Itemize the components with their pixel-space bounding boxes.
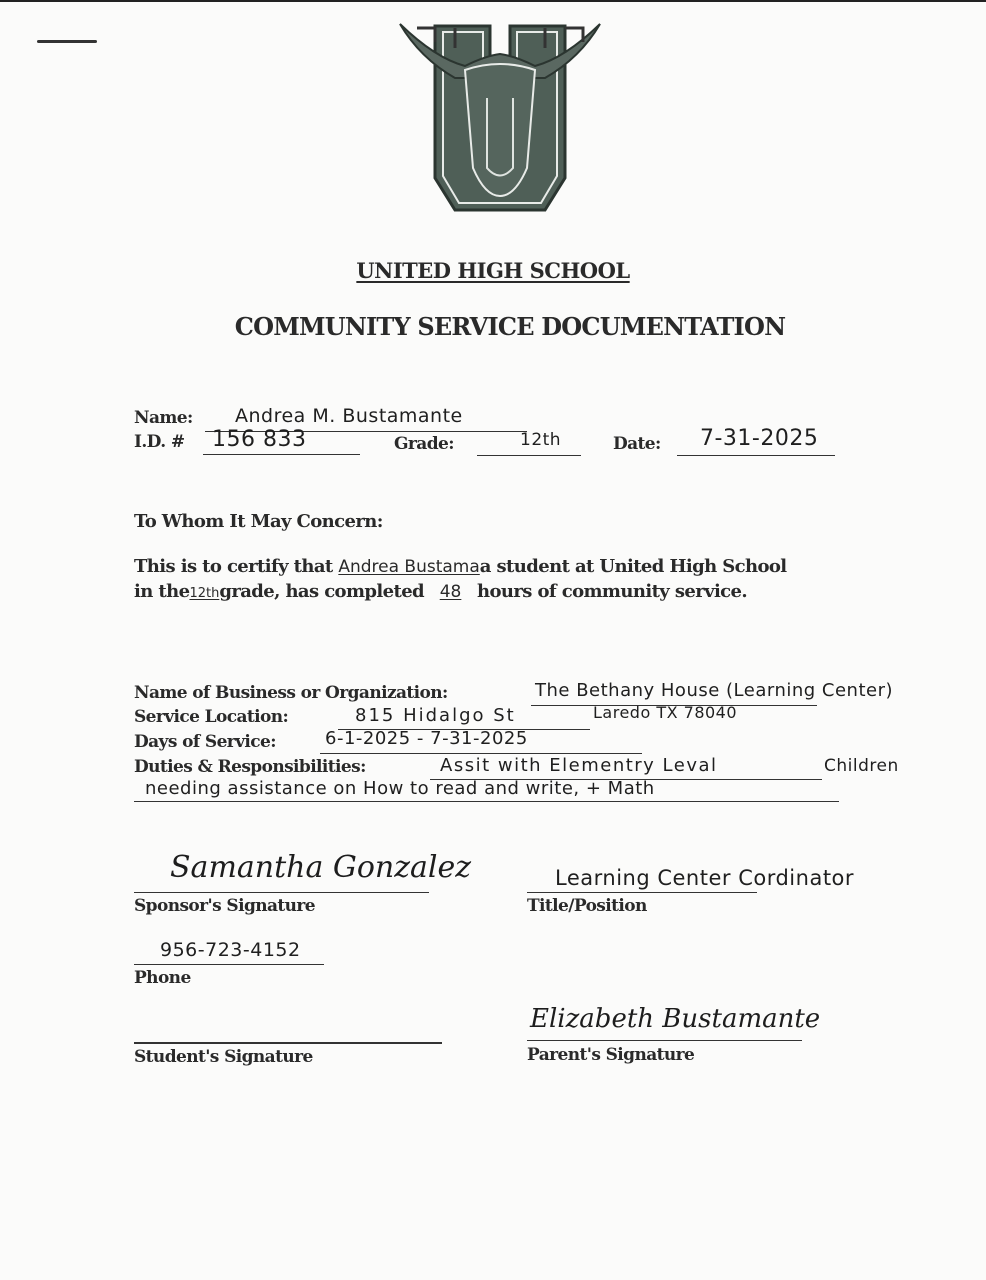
certify-completed: grade, has completed	[219, 581, 425, 602]
certify-student-name[interactable]: Andrea Bustama	[338, 557, 480, 577]
page-top-edge	[0, 0, 986, 2]
name-field[interactable]: Andrea M. Bustamante	[235, 405, 463, 427]
location-field[interactable]: 815 Hidalgo St	[355, 705, 516, 726]
certify-line-1	[134, 556, 787, 577]
certify-line-2	[134, 581, 747, 602]
phone-field[interactable]: 956-723-4152	[160, 939, 301, 961]
certify-grade[interactable]: 12th	[189, 586, 220, 601]
id-field[interactable]: 156 833	[212, 427, 307, 452]
location-label: Service Location:	[134, 707, 289, 727]
days-line	[320, 753, 642, 754]
date-field[interactable]: 7-31-2025	[700, 426, 819, 451]
corner-mark	[37, 40, 97, 43]
school-name: UNITED HIGH SCHOOL	[356, 258, 630, 283]
date-label: Date:	[613, 434, 661, 454]
certify-hours[interactable]: 48	[439, 582, 462, 602]
student-signature-line[interactable]	[134, 1042, 442, 1044]
certify-prefix: This is to certify that	[134, 556, 333, 577]
parent-signature-line	[527, 1040, 802, 1041]
grade-label: Grade:	[394, 434, 454, 454]
id-line	[203, 454, 360, 455]
duties-field-1-extra[interactable]: Children	[824, 756, 899, 776]
grade-line	[477, 455, 581, 456]
longhorn-u-logo-icon	[395, 18, 605, 213]
grade-field[interactable]: 12th	[520, 430, 562, 450]
parent-signature[interactable]: Elizabeth Bustamante	[530, 1004, 821, 1034]
sponsor-signature-label: Sponsor's Signature	[134, 896, 316, 916]
name-label: Name:	[134, 408, 193, 428]
certify-grade-prefix: in the	[134, 581, 190, 602]
duties-field-1[interactable]: Assit with Elementry Leval	[440, 755, 718, 776]
certify-suffix: a student at United High School	[479, 556, 787, 577]
certify-hours-suffix: hours of community service.	[477, 581, 748, 602]
title-line	[527, 892, 757, 893]
location-extra[interactable]: Laredo TX 78040	[593, 703, 738, 722]
salutation: To Whom It May Concern:	[134, 511, 383, 532]
duties-line-2	[134, 801, 839, 802]
id-label: I.D. #	[134, 432, 185, 452]
parent-signature-label: Parent's Signature	[527, 1045, 695, 1065]
organization-label: Name of Business or Organization:	[134, 683, 448, 703]
days-field[interactable]: 6-1-2025 - 7-31-2025	[325, 728, 528, 749]
duties-field-2[interactable]: needing assistance on How to read and write, + Math	[145, 778, 655, 799]
document-title: COMMUNITY SERVICE DOCUMENTATION	[234, 312, 786, 341]
sponsor-signature[interactable]: Samantha Gonzalez	[170, 850, 472, 885]
phone-line	[134, 964, 324, 965]
phone-label: Phone	[134, 968, 191, 988]
title-field[interactable]: Learning Center Cordinator	[555, 866, 855, 890]
title-label: Title/Position	[527, 896, 647, 916]
organization-field[interactable]: The Bethany House (Learning Center)	[535, 680, 894, 701]
days-label: Days of Service:	[134, 732, 276, 752]
sponsor-signature-line	[134, 892, 429, 893]
duties-label: Duties & Responsibilities:	[134, 757, 366, 777]
student-signature-label: Student's Signature	[134, 1047, 313, 1067]
date-line	[677, 455, 835, 456]
